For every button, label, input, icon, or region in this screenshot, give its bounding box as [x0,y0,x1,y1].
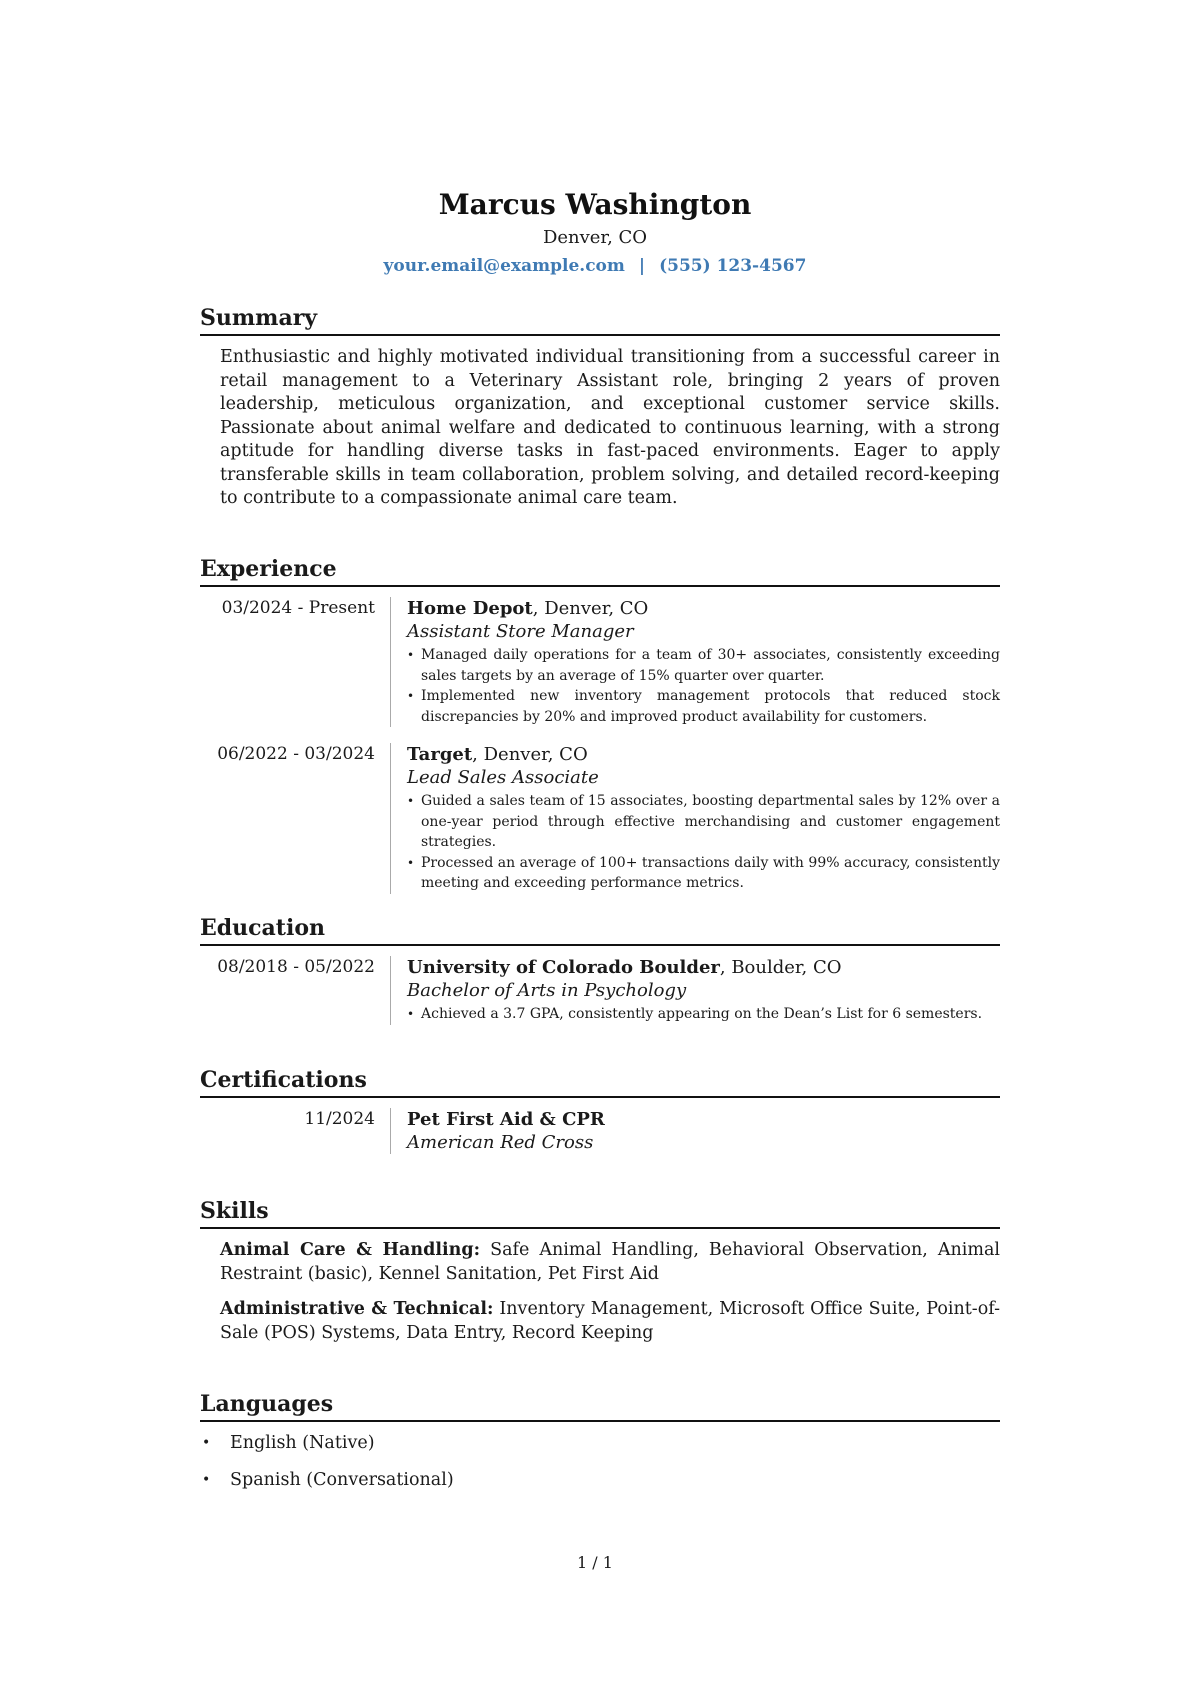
entry-date: 06/2022 - 03/2024 [217,744,375,764]
language-item: • English (Native) [200,1432,1000,1455]
language-item: • Spanish (Conversational) [200,1469,1000,1492]
contact-line [0,254,1190,278]
experience-section [200,555,1000,910]
language-list [200,1432,1000,1492]
skill-row [220,1239,1000,1286]
bullet-item: • Achieved a 3.7 GPA, consistently appearing on the Dean’s List for 6 semesters. [407,1004,1000,1025]
entry-bullets [407,1004,1000,1025]
entry-location: , Boulder, CO [719,957,842,978]
entry-organization: Target [407,744,473,765]
entry-date: 03/2024 - Present [221,598,375,618]
entry-location: , Denver, CO [532,598,649,619]
entry-organization: University of Colorado Boulder [407,957,720,978]
entry-bullets [407,645,1000,727]
skill-category-label: Animal Care & Handling: [220,1240,481,1260]
entry-organization: Home Depot [407,598,533,619]
entry-heading [407,1108,1000,1131]
languages-section [200,1390,1000,1506]
bullet-item: • Guided a sales team of 15 associates, boosting departmental sales by 12% over a one-year period through effective merchandising and customer engagement strategies. [407,791,1000,853]
entry-date: 08/2018 - 05/2022 [217,957,375,977]
entry-role: American Red Cross [407,1132,594,1153]
skill-list: Inventory Management, Microsoft Office Suite, Point-of-Sale (POS) Systems, Data Entry, Record Keeping [220,1299,1000,1343]
entry-body [390,1108,1000,1154]
bullet-item: • Managed daily operations for a team of 30+ associates, consistently exceeding sales targets by an average of 15% quarter over quarter. [407,645,1000,686]
section-title-certifications: Certifications [200,1066,1000,1098]
section-title-languages: Languages [200,1390,1000,1422]
entry-heading [407,956,1000,979]
experience-entry [200,743,1000,894]
entry-heading [407,597,1000,620]
candidate-location: Denver, CO [542,227,648,248]
entry-body [390,597,1000,727]
skills-section [200,1197,1000,1357]
section-title-skills: Skills [200,1197,1000,1229]
entry-body [390,743,1000,894]
entry-heading [407,743,1000,766]
entry-bullets [407,791,1000,894]
candidate-name: Marcus Washington [438,188,752,221]
entry-date: 11/2024 [304,1109,375,1129]
entry-organization: Pet First Aid & CPR [407,1109,605,1130]
entry-role: Assistant Store Manager [407,621,634,642]
certification-entry [200,1108,1000,1154]
summary-text: Enthusiastic and highly motivated individual transitioning from a successful career in retail management to a Veterinary Assistant role, bringing 2 years of proven leadership, meticulous organization, and exceptional customer service skills. Passionate about animal welfare and dedicated to continuous learning, with a strong aptitude for handling diverse tasks in fast-paced environments. Eager to apply transferable skills in team collaboration, problem solving, and detailed record-keeping to contribute to a compassionate animal care team. [220,347,1000,508]
entry-body [390,956,1000,1025]
certifications-section [200,1066,1000,1170]
skill-category-label: Administrative & Technical: [220,1299,494,1319]
entry-role: Lead Sales Associate [407,767,599,788]
section-title-experience: Experience [200,555,1000,587]
entry-location: , Denver, CO [472,744,588,765]
phone-link[interactable]: (555) 123-4567 [659,256,807,276]
education-section [200,914,1000,1041]
page-number: 1 / 1 [577,1553,613,1572]
education-entry [200,956,1000,1025]
contact-separator: | [638,256,646,276]
summary-section [200,304,1000,511]
bullet-item: • Implemented new inventory management protocols that reduced stock discrepancies by 20% and improved product availability for customers. [407,686,1000,727]
skill-row [220,1298,1000,1345]
section-title-education: Education [200,914,1000,946]
bullet-item: • Processed an average of 100+ transactions daily with 99% accuracy, consistently meeting and exceeding performance metrics. [407,853,1000,894]
skill-list: Safe Animal Handling, Behavioral Observation, Animal Restraint (basic), Kennel Sanitation, Pet First Aid [220,1240,1001,1284]
section-title-summary: Summary [200,304,1000,336]
email-link[interactable]: your.email@example.com [383,256,625,276]
experience-entry [200,597,1000,727]
entry-role: Bachelor of Arts in Psychology [407,980,687,1001]
resume-header [0,188,1190,278]
